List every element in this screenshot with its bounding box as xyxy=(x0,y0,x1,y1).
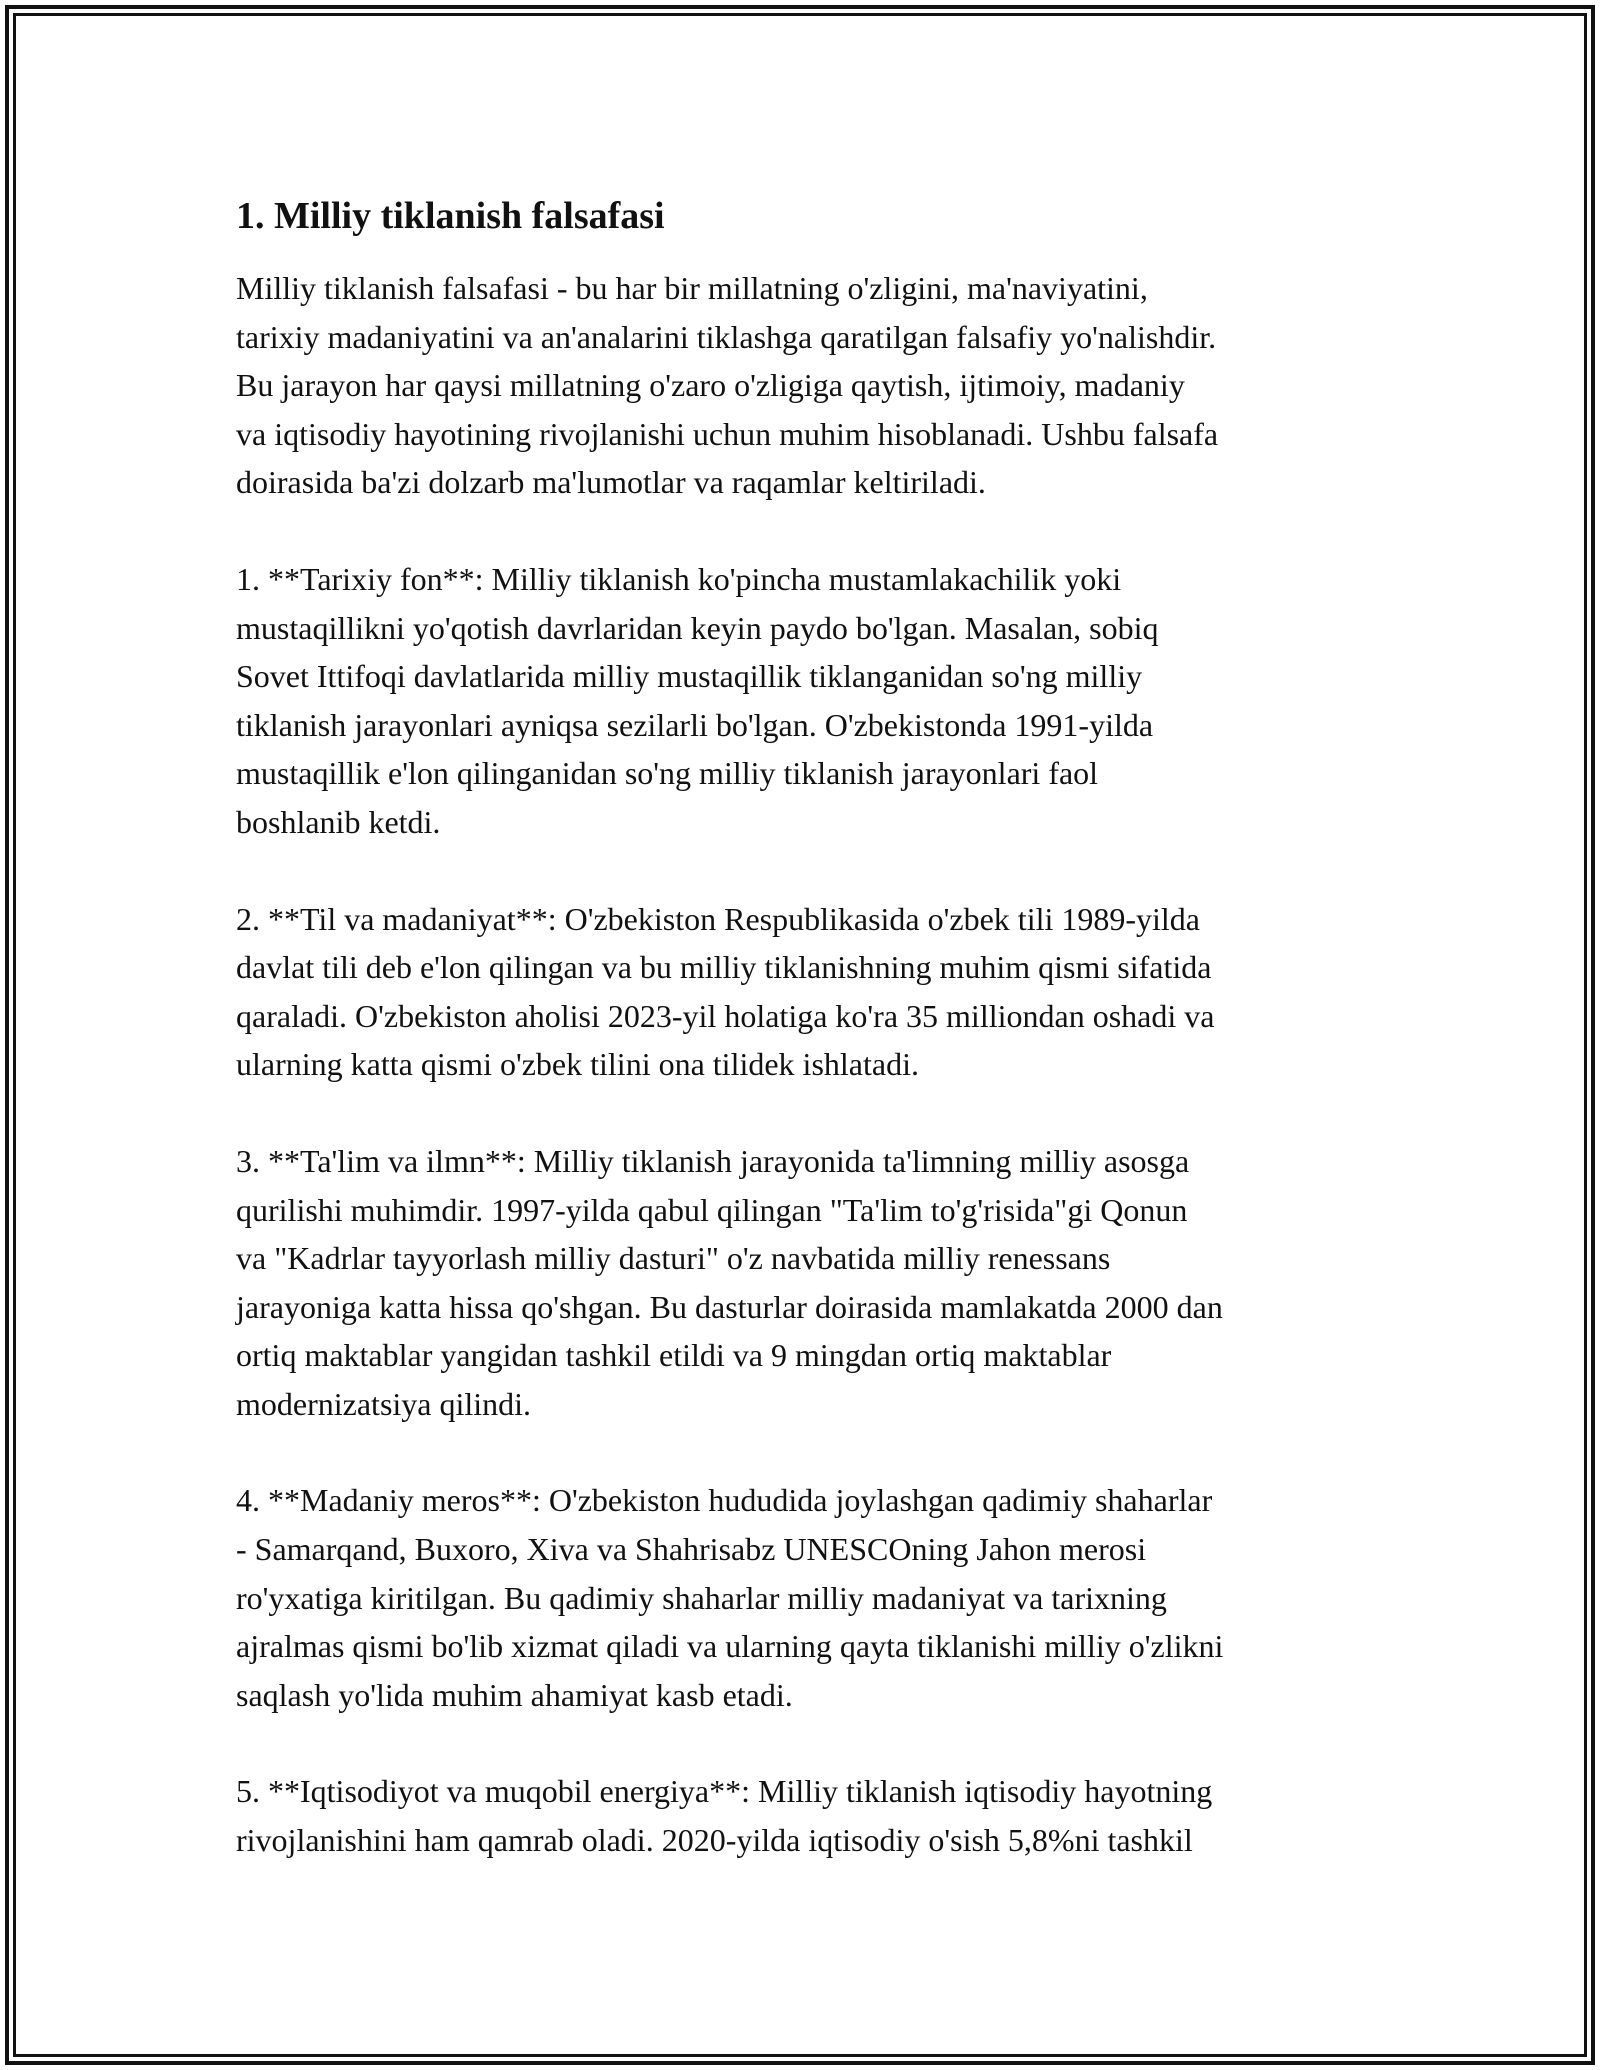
text-line: 1. **Tarixiy fon**: Milliy tiklanish ko'pincha mustamlakachilik yoki xyxy=(236,560,1122,597)
text-line: tarixiy madaniyatini va an'analarini tiklashga qaratilgan falsafiy yo'nalishdir. xyxy=(236,318,1217,355)
paragraph-language-culture xyxy=(236,895,1376,1089)
text-line: ajralmas qismi bo'lib xizmat qiladi va ularning qayta tiklanishi milliy o'zlikni xyxy=(236,1628,1224,1665)
text-line: Sovet Ittifoqi davlatlarida milliy mustaqillik tiklanganidan so'ng milliy xyxy=(236,658,1143,695)
document-body xyxy=(236,190,1376,1913)
paragraph-intro xyxy=(236,264,1376,507)
text-line: rivojlanishini ham qamrab oladi. 2020-yilda iqtisodiy o'sish 5,8%ni tashkil xyxy=(236,1822,1193,1859)
text-line: doirasida ba'zi dolzarb ma'lumotlar va raqamlar keltiriladi. xyxy=(236,464,986,501)
text-line: - Samarqand, Buxoro, Xiva va Shahrisabz UNESCOning Jahon merosi xyxy=(236,1531,1147,1568)
text-line: qurilishi muhimdir. 1997-yilda qabul qilingan "Ta'lim to'g'risida"gi Qonun xyxy=(236,1191,1188,1228)
text-line: modernizatsiya qilindi. xyxy=(236,1385,532,1422)
text-line: 4. **Madaniy meros**: O'zbekiston hududida joylashgan qadimiy shaharlar xyxy=(236,1482,1213,1519)
paragraph-historical-background xyxy=(236,555,1376,847)
paragraph-cultural-heritage xyxy=(236,1476,1376,1719)
text-line: 2. **Til va madaniyat**: O'zbekiston Respublikasida o'zbek tili 1989-yilda xyxy=(236,900,1200,937)
text-line: Milliy tiklanish falsafasi - bu har bir millatning o'zligini, ma'naviyatini, xyxy=(236,270,1148,306)
text-line: tiklanish jarayonlari ayniqsa sezilarli bo'lgan. O'zbekistonda 1991-yilda xyxy=(236,706,1154,743)
text-line: davlat tili deb e'lon qilingan va bu milliy tiklanishning muhim qismi sifatida xyxy=(236,949,1212,986)
text-line: mustaqillik e'lon qilinganidan so'ng milliy tiklanish jarayonlari faol xyxy=(236,755,1099,792)
text-line: boshlanib ketdi. xyxy=(236,803,441,840)
paragraph-economy-energy xyxy=(236,1767,1376,1864)
text-line: mustaqillikni yo'qotish davrlaridan keyin paydo bo'lgan. Masalan, sobiq xyxy=(236,609,1159,646)
text-line: jarayoniga katta hissa qo'shgan. Bu dasturlar doirasida mamlakatda 2000 dan xyxy=(236,1288,1223,1325)
paragraph-education-science xyxy=(236,1137,1376,1429)
text-line: ro'yxatiga kiritilgan. Bu qadimiy shaharlar milliy madaniyat va tarixning xyxy=(236,1579,1167,1616)
document-title: 1. Milliy tiklanish falsafasi xyxy=(236,195,665,237)
text-line: ularning katta qismi o'zbek tilini ona tilidek ishlatadi. xyxy=(236,1046,919,1083)
text-line: saqlash yo'lida muhim ahamiyat kasb etadi. xyxy=(236,1676,793,1713)
text-line: 3. **Ta'lim va ilmn**: Milliy tiklanish jarayonida ta'limning milliy asosga xyxy=(236,1142,1190,1179)
text-line: va "Kadrlar tayyorlash milliy dasturi" o'z navbatida milliy renessans xyxy=(236,1240,1111,1277)
text-line: qaraladi. O'zbekiston aholisi 2023-yil holatiga ko'ra 35 milliondan oshadi va xyxy=(236,997,1215,1034)
text-line: Bu jarayon har qaysi millatning o'zaro o'zligiga qaytish, ijtimoiy, madaniy xyxy=(236,367,1185,404)
text-line: va iqtisodiy hayotining rivojlanishi uchun muhim hisoblanadi. Ushbu falsafa xyxy=(236,415,1219,452)
text-line: ortiq maktablar yangidan tashkil etildi va 9 mingdan ortiq maktablar xyxy=(236,1337,1112,1374)
text-line: 5. **Iqtisodiyot va muqobil energiya**: Milliy tiklanish iqtisodiy hayotning xyxy=(236,1773,1213,1810)
